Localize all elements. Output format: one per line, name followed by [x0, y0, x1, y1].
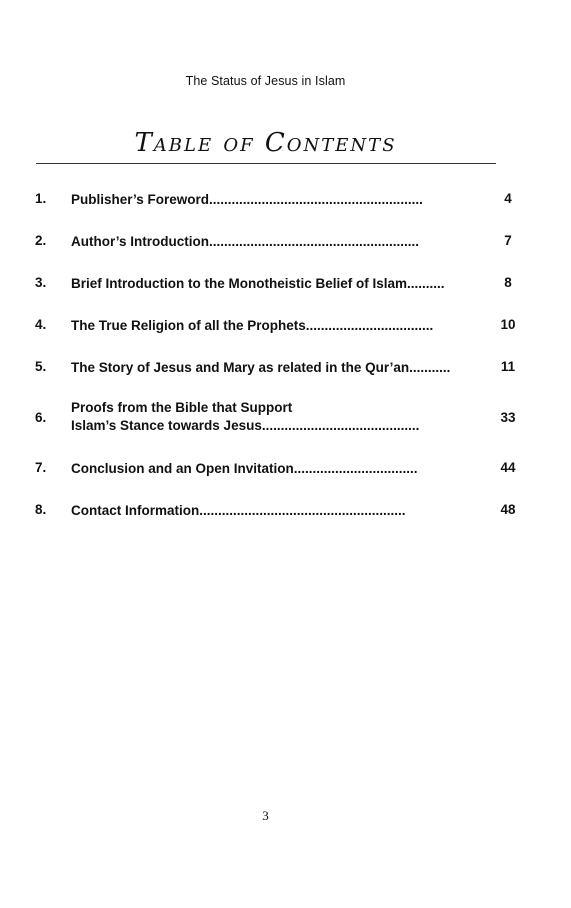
entry-title-line-1: Proofs from the Bible that Support [71, 400, 293, 415]
entry-title [71, 399, 483, 435]
entry-number: 2. [35, 233, 47, 248]
entry-page: 8 [504, 275, 512, 290]
entry-title: Brief Introduction to the Monotheistic Belief of Islam.......... [71, 276, 445, 291]
entry-page: 7 [504, 233, 512, 248]
entry-title: Publisher’s Foreword......................................................... [71, 192, 423, 207]
entry-title: Contact Information....................................................... [71, 503, 406, 518]
entry-title: The True Religion of all the Prophets.................................. [71, 318, 434, 333]
entry-number: 5. [35, 359, 47, 374]
entry-number: 3. [35, 275, 47, 290]
entry-number: 6. [35, 410, 47, 425]
entry-title-line-2: Islam’s Stance towards Jesus.......................................... [71, 418, 420, 433]
entry-number: 1. [35, 191, 47, 206]
entry-number: 8. [35, 502, 47, 517]
entry-number: 4. [35, 317, 47, 332]
entry-page: 33 [500, 410, 516, 425]
entry-page: 44 [500, 460, 516, 475]
title-rule [36, 163, 496, 164]
entry-title: Conclusion and an Open Invitation................................. [71, 461, 418, 476]
entry-page: 4 [504, 191, 512, 206]
entry-page: 11 [500, 359, 516, 374]
entry-title: Author’s Introduction........................................................ [71, 234, 420, 249]
entry-page: 10 [500, 317, 516, 332]
entry-title: The Story of Jesus and Mary as related in the Qur’an........... [71, 360, 451, 375]
entry-number: 7. [35, 460, 47, 475]
running-head: The Status of Jesus in Islam [185, 74, 346, 88]
page-number: 3 [262, 808, 269, 823]
toc-title: Table of Contents [134, 128, 397, 158]
entry-page: 48 [500, 502, 516, 517]
